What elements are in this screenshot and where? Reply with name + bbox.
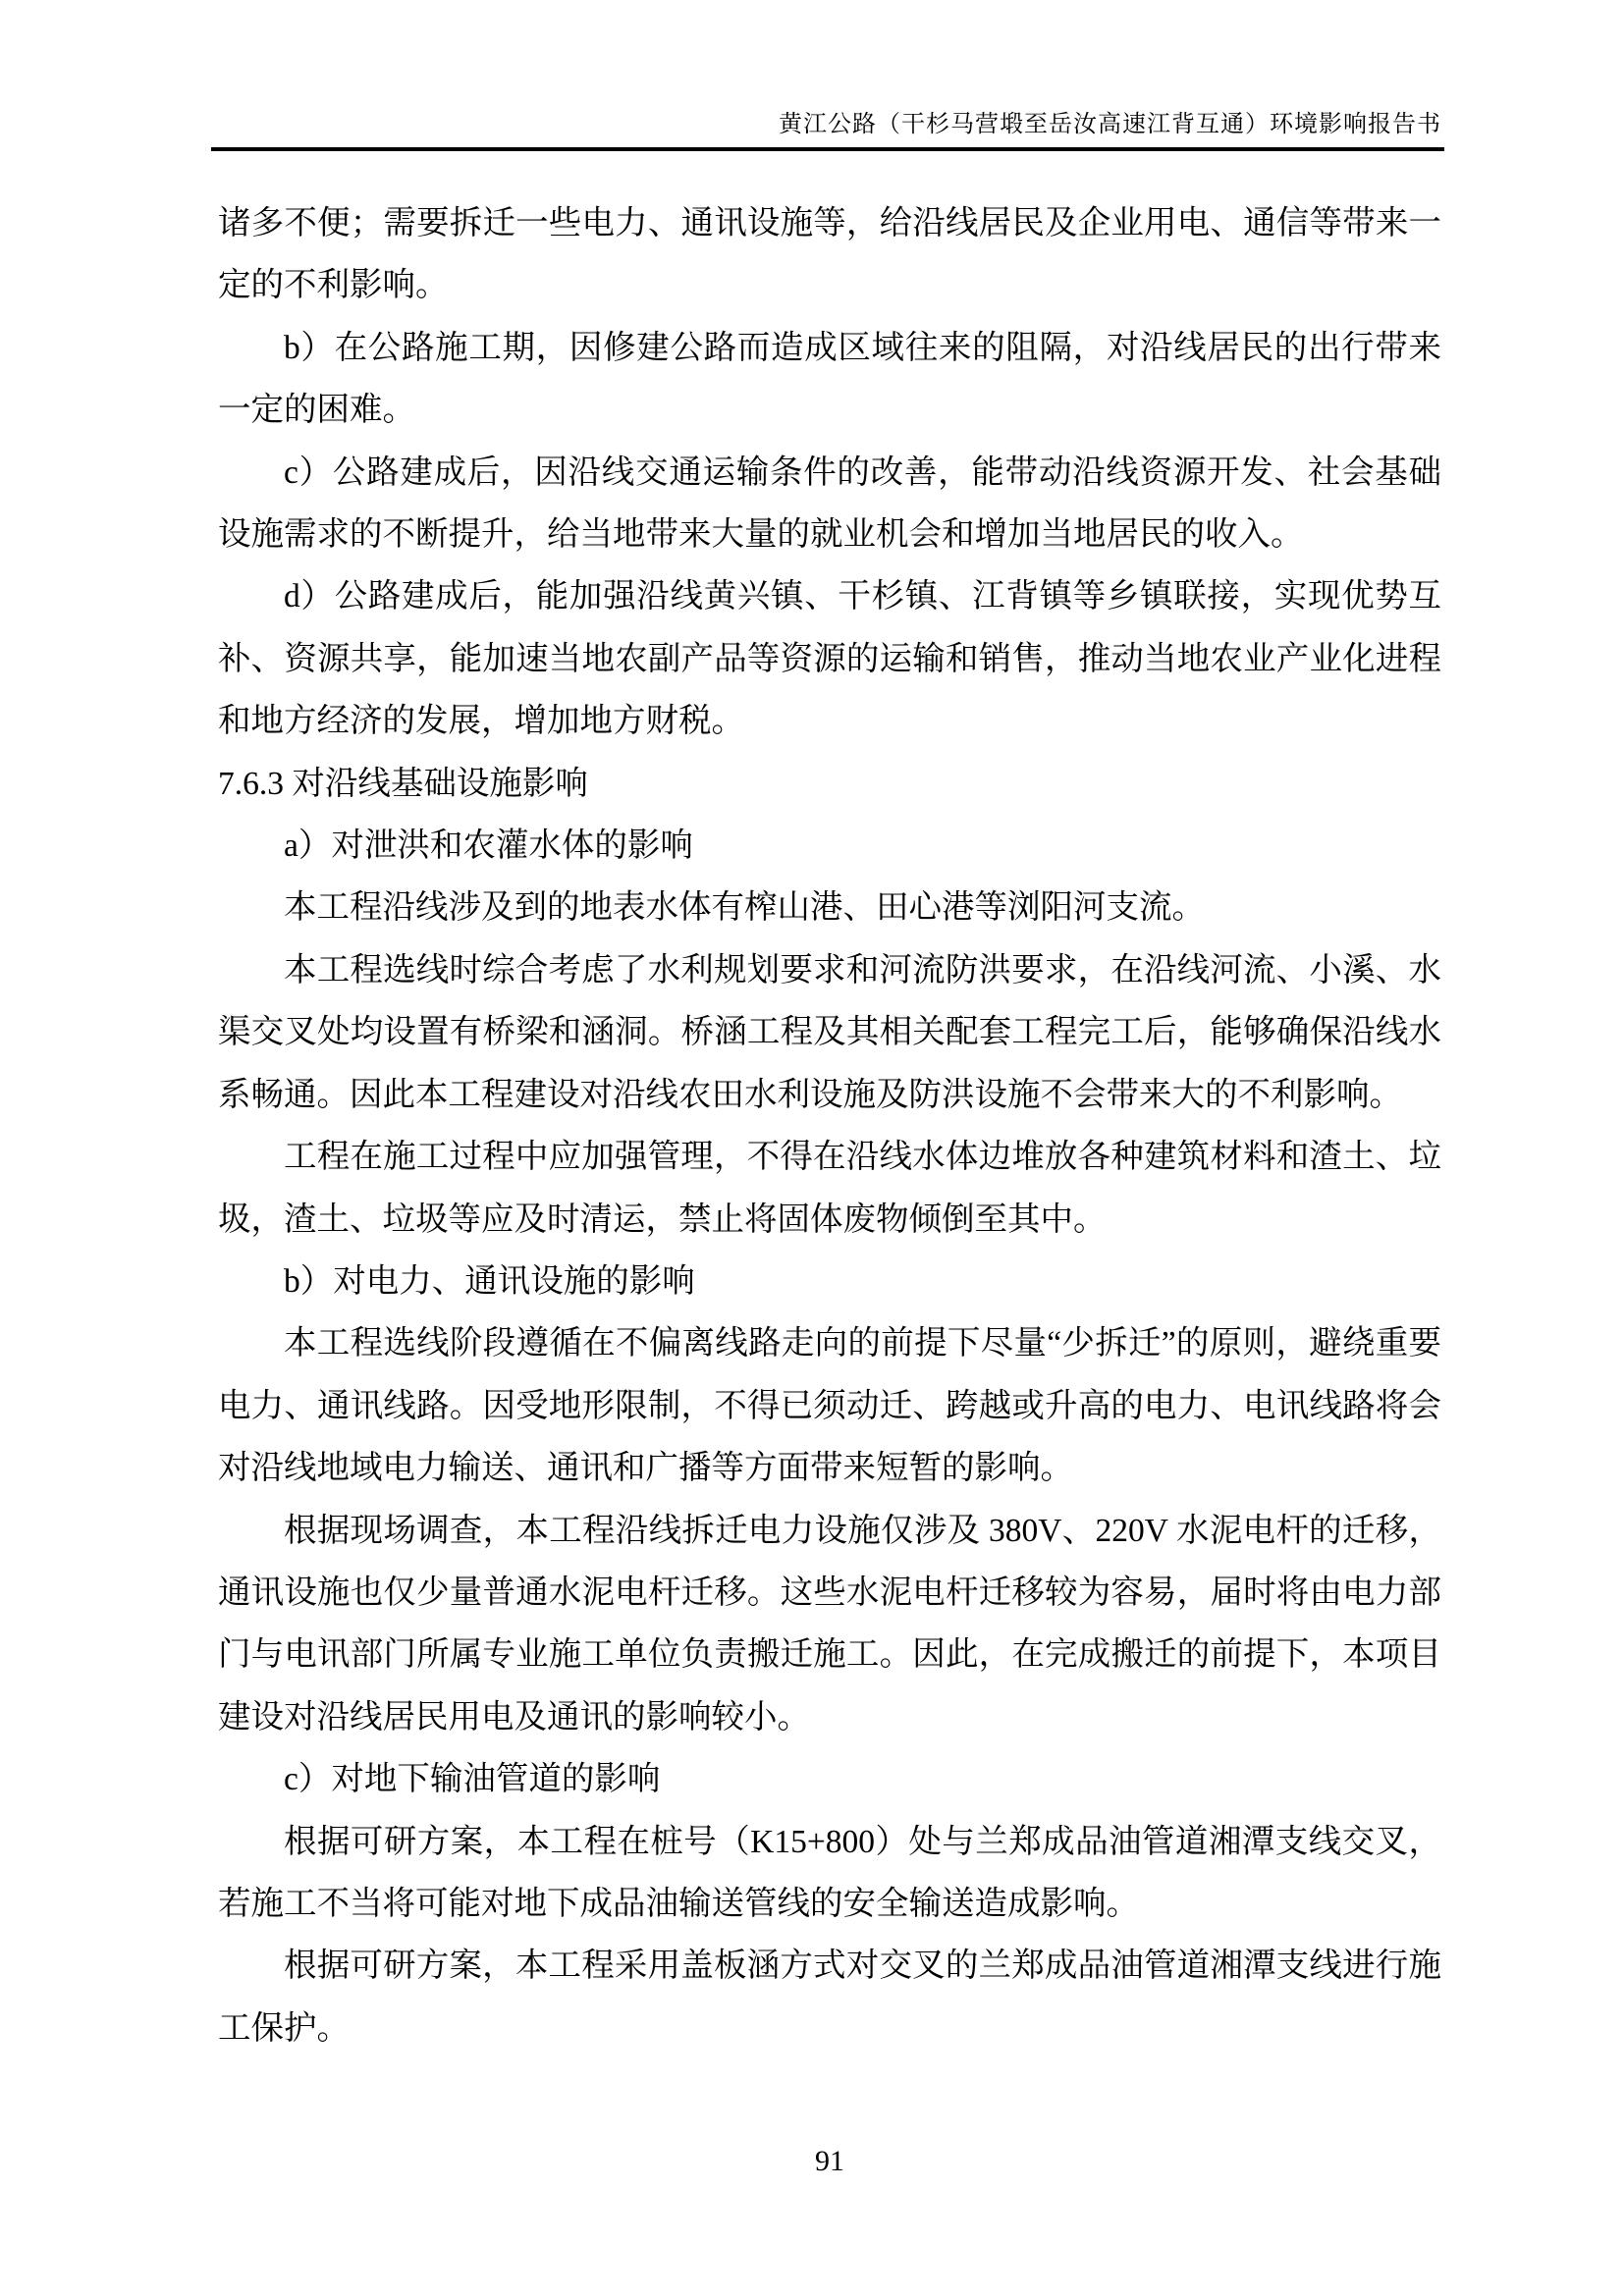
paragraph: b）在公路施工期，因修建公路而造成区域往来的阻隔，对沿线居民的出行带来一定的困难。	[218, 329, 1441, 429]
header-divider	[211, 147, 1444, 151]
paragraph: 本工程选线阶段遵循在不偏离线路走向的前提下尽量“少拆迁”的原则，避绕重要电力、通讯线路。因受地形限制，不得已须动迁、跨越或升高的电力、电讯线路将会对沿线地域电力输送、通讯和广播等方面带来短暂的影响。	[218, 1325, 1441, 1487]
page-number: 91	[815, 2145, 844, 2177]
paragraph: 本工程沿线涉及到的地表水体有榨山港、田心港等浏阳河支流。	[284, 889, 1205, 927]
sub-section-label: c）对地下输油管道的影响	[284, 1761, 661, 1798]
paragraph: 根据可研方案，本工程采用盖板涵方式对交叉的兰郑成品油管道湘潭支线进行施工保护。	[218, 1948, 1441, 2047]
paragraph: 工程在施工过程中应加强管理，不得在沿线水体边堆放各种建筑材料和渣土、垃圾，渣土、垃圾等应及时清运，禁止将固体废物倾倒至其中。	[218, 1139, 1441, 1238]
paragraph: 根据可研方案，本工程在桩号（K15+800）处与兰郑成品油管道湘潭支线交叉，若施工不当将可能对地下成品油输送管线的安全输送造成影响。	[218, 1823, 1441, 1922]
sub-section-label: a）对泄洪和农灌水体的影响	[284, 828, 693, 865]
sub-section-label: b）对电力、通讯设施的影响	[284, 1262, 695, 1300]
paragraph: 诸多不便；需要拆迁一些电力、通讯设施等，给沿线居民及企业用电、通信等带来一定的不利影响。	[218, 205, 1441, 304]
page-header-title: 黄江公路（干杉马营塅至岳汝高速江背互通）环境影响报告书	[779, 112, 1441, 137]
document-body	[218, 192, 1441, 2059]
paragraph: c）公路建成后，因沿线交通运输条件的改善，能带动沿线资源开发、社会基础设施需求的不断提升，给当地带来大量的就业机会和增加当地居民的收入。	[218, 454, 1441, 554]
paragraph: d）公路建成后，能加强沿线黄兴镇、干杉镇、江背镇等乡镇联接，实现优势互补、资源共享，能加速当地农副产品等资源的运输和销售，推动当地农业产业化进程和地方经济的发展，增加地方财税。	[218, 578, 1441, 740]
paragraph: 根据现场调查，本工程沿线拆迁电力设施仅涉及 380V、220V 水泥电杆的迁移，通讯设施也仅少量普通水泥电杆迁移。这些水泥电杆迁移较为容易，届时将由电力部门与电讯部门所属专业施工单位负责搬迁施工。因此，在完成搬迁的前提下，本项目建设对沿线居民用电及通讯的影响较小。	[218, 1512, 1441, 1735]
paragraph: 本工程选线时综合考虑了水利规划要求和河流防洪要求，在沿线河流、小溪、水渠交叉处均设置有桥梁和涵洞。桥涵工程及其相关配套工程完工后，能够确保沿线水系畅通。因此本工程建设对沿线农田水利设施及防洪设施不会带来大的不利影响。	[218, 951, 1441, 1113]
section-heading: 7.6.3 对沿线基础设施影响	[218, 765, 588, 802]
